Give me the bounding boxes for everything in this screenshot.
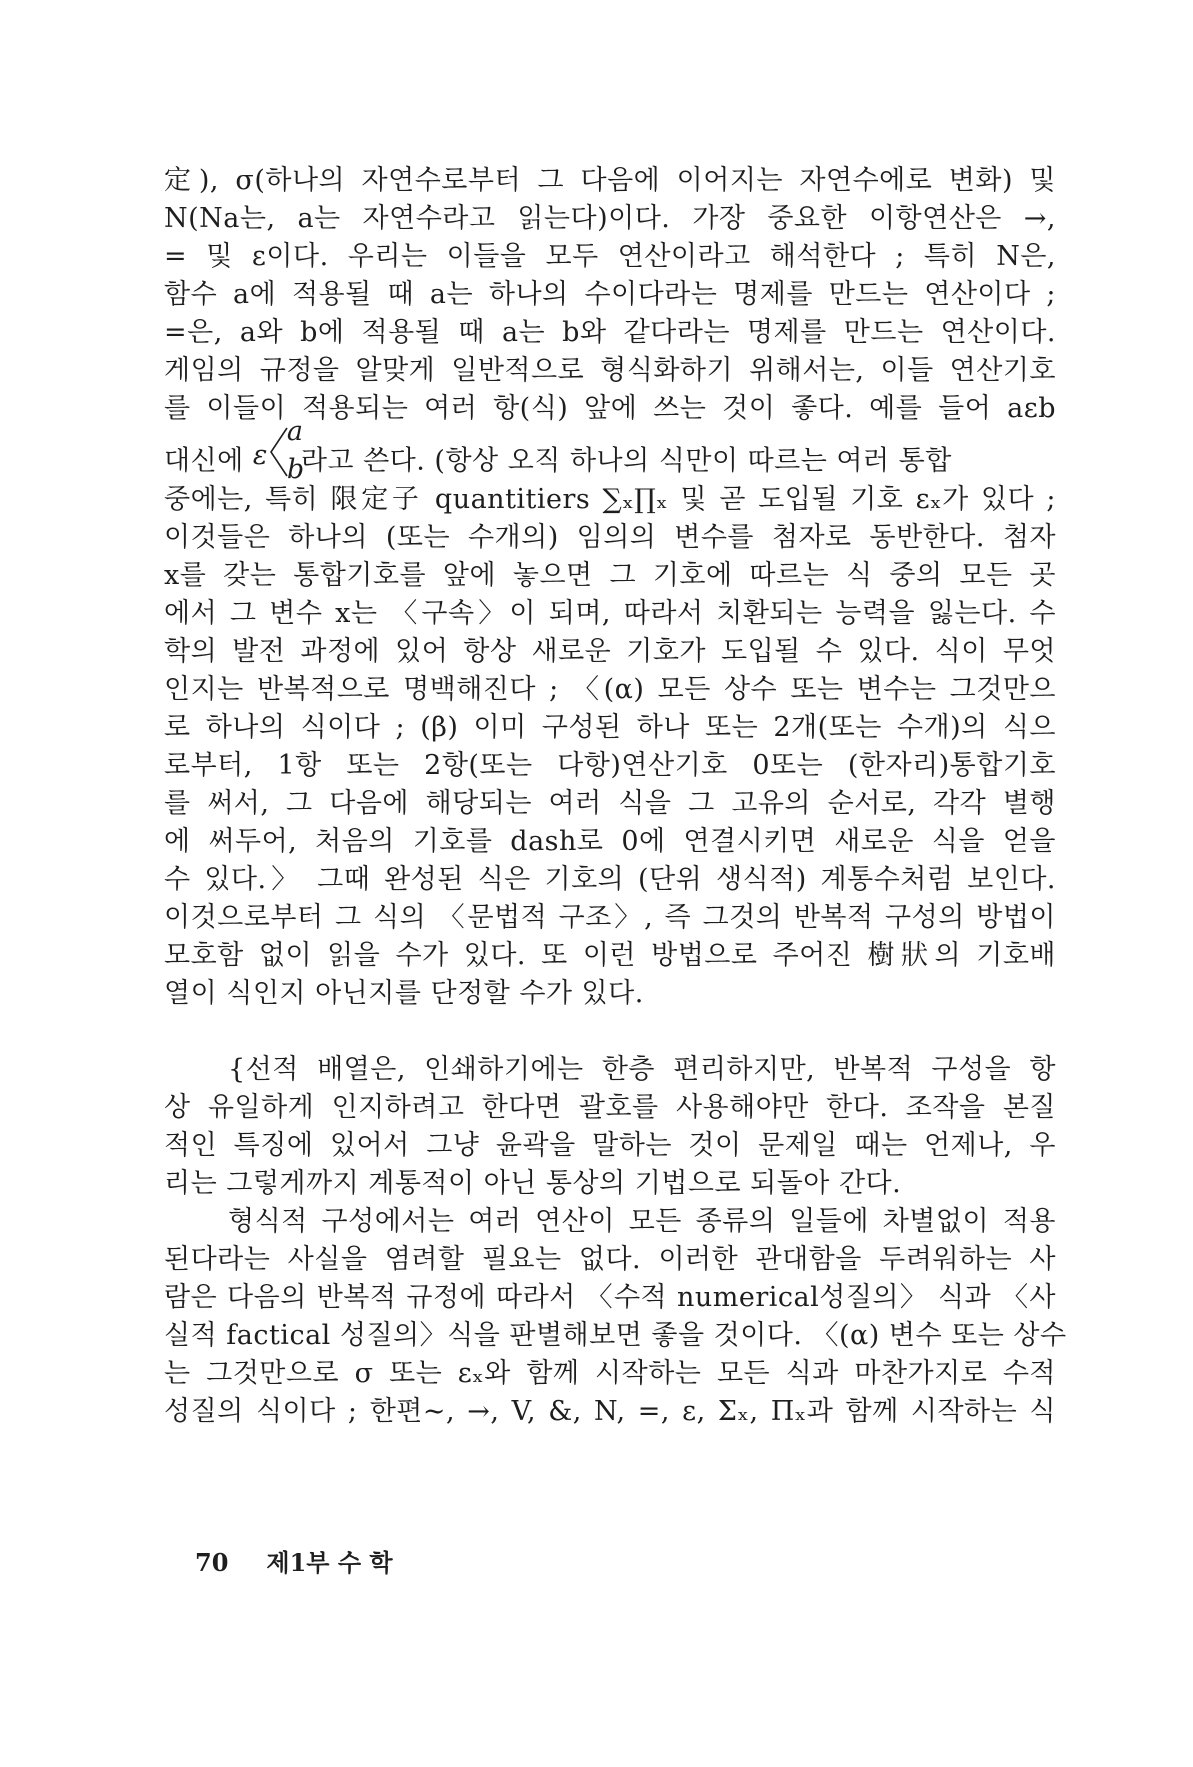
text-line: 람은 다음의 반복적 규정에 따라서 〈수적 numerical성질의〉 식과 〈사 bbox=[164, 1282, 1056, 1313]
text-line: 로부터, 1항 또는 2항(또는 다항)연산기호 0또는 (한자리)통합기호 bbox=[164, 750, 1056, 781]
text-line: 형식적 구성에서는 여러 연산이 모든 종류의 일들에 차별없이 적용 bbox=[228, 1206, 1056, 1237]
text-line: N(Na는, a는 자연수라고 읽는다)이다. 가장 중요한 이항연산은 →, bbox=[164, 203, 1056, 234]
text-line: 상 유일하게 인지하려고 한다면 괄호를 사용해야만 한다. 조작을 본질 bbox=[164, 1092, 1056, 1123]
text-line: x를 갖는 통합기호를 앞에 놓으면 그 기호에 따르는 식 중의 모든 곳 bbox=[164, 560, 1056, 591]
text-line: 중에는, 특히 限定子 quantitiers ∑ₓ∏ₓ 및 곧 도입될 기호 εₓ가 있다 ; bbox=[164, 484, 1056, 515]
text-line: 실적 factical 성질의〉식을 판별해보면 좋을 것이다. 〈(α) 변수 또는 상수 bbox=[164, 1320, 1067, 1351]
text-line: 는 그것만으로 σ 또는 εₓ와 함께 시작하는 모든 식과 마찬가지로 수적 bbox=[164, 1358, 1056, 1389]
page-number: 70 bbox=[195, 1548, 229, 1577]
text-line: 를 이들이 적용되는 여러 항(식) 앞에 쓰는 것이 좋다. 예를 들어 aεb bbox=[164, 393, 1056, 424]
section-title: 제1부 수 학 bbox=[266, 1548, 393, 1577]
text-line: 모호함 없이 읽을 수가 있다. 또 이런 방법으로 주어진 樹狀의 기호배 bbox=[164, 940, 1056, 971]
text-line: 이것들은 하나의 (또는 수개의) 임의의 변수를 첨자로 동반한다. 첨자 bbox=[164, 522, 1056, 553]
text-line: 된다라는 사실을 염려할 필요는 없다. 이러한 관대함을 두려워하는 사 bbox=[164, 1244, 1056, 1275]
text-line: 에 써두어, 처음의 기호를 dash로 0에 연결시키면 새로운 식을 얻을 bbox=[164, 826, 1056, 857]
text-line: 수 있다.〉 그때 완성된 식은 기호의 (단위 생식적) 계통수처럼 보인다. bbox=[164, 864, 1056, 895]
page-footer bbox=[195, 1543, 393, 1578]
text-line: 학의 발전 과정에 있어 항상 새로운 기호가 도입될 수 있다. 식이 무엇 bbox=[164, 636, 1056, 667]
text-line: 리는 그렇게까지 계통적이 아닌 통상의 기법으로 되돌아 간다. bbox=[164, 1168, 902, 1199]
epsilon-symbol: ε bbox=[252, 440, 268, 471]
text-line: 定), σ(하나의 자연수로부터 그 다음에 이어지는 자연수에로 변화) 및 bbox=[164, 165, 1056, 196]
text-line: 인지는 반복적으로 명백해진다 ; 〈(α) 모든 상수 또는 변수는 그것만으 bbox=[164, 674, 1056, 705]
frac-prefix: 대신에 bbox=[164, 445, 253, 477]
text-line: 열이 식인지 아닌지를 단정할 수가 있다. bbox=[164, 978, 644, 1009]
text-line: 로 하나의 식이다 ; (β) 이미 구성된 하나 또는 2개(또는 수개)의 식으 bbox=[164, 712, 1056, 743]
text-line: {선적 배열은, 인쇄하기에는 한층 편리하지만, 반복적 구성을 항 bbox=[228, 1054, 1056, 1085]
text-line: 를 써서, 그 다음에 해당되는 여러 식을 그 고유의 순서로, 각각 별행 bbox=[164, 788, 1056, 819]
text-line: 적인 특징에 있어서 그냥 윤곽을 말하는 것이 문제일 때는 언제나, 우 bbox=[164, 1130, 1056, 1161]
text-line: = 및 ε이다. 우리는 이들을 모두 연산이라고 해석한다 ; 특히 N은, bbox=[164, 241, 1056, 272]
text-line: 성질의 식이다 ; 한편∼, →, V, &, N, =, ε, Σₓ, Πₓ과 함께 시작하는 식 bbox=[164, 1396, 1056, 1427]
text-line: 함수 a에 적용될 때 a는 하나의 수이다라는 명제를 만드는 연산이다 ; bbox=[164, 279, 1056, 310]
text-line: =은, a와 b에 적용될 때 a는 b와 같다라는 명제를 만드는 연산이다. bbox=[164, 317, 1056, 348]
frac-suffix: 라고 쓴다. (항상 오직 하나의 식만이 따르는 여러 통합 bbox=[300, 445, 952, 477]
text-line: 이것으로부터 그 식의 〈문법적 구조〉, 즉 그것의 반복적 구성의 방법이 bbox=[164, 902, 1056, 933]
branch-bracket-icon bbox=[269, 426, 289, 478]
branch-notation bbox=[252, 416, 305, 485]
text-line: 게임의 규정을 알맞게 일반적으로 형식화하기 위해서는, 이들 연산기호 bbox=[164, 355, 1056, 386]
text-line: 에서 그 변수 x는 〈구속〉이 되며, 따라서 치환되는 능력을 잃는다. 수 bbox=[164, 598, 1056, 629]
branch-top: a bbox=[286, 416, 304, 447]
branch-bottom: b bbox=[286, 454, 305, 485]
